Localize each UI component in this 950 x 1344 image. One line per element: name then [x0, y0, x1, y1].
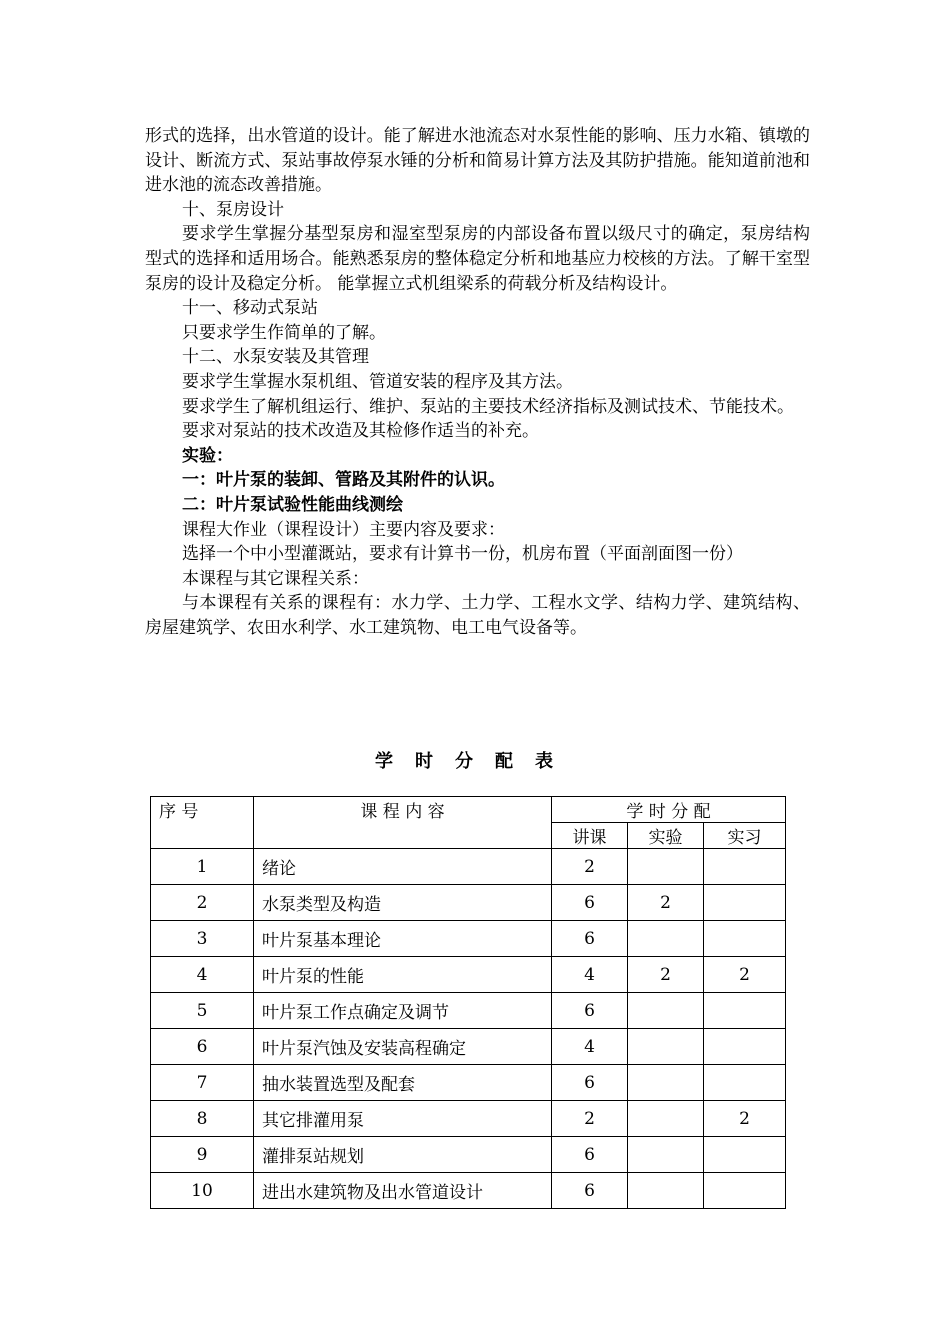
row-index: 6 — [151, 1029, 254, 1065]
row-index: 9 — [151, 1137, 254, 1173]
row-index: 4 — [151, 957, 254, 993]
row-practice-hours: 2 — [704, 957, 786, 993]
paragraph: 要求学生掌握分基型泵房和湿室型泵房的内部设备布置以级尺寸的确定，泵房结构型式的选择和适用场合。能熟悉泵房的整体稳定分析和地基应力校核的方法。了解干室型泵房的设计及稳定分析。 能掌握立式机组梁系的荷载分析及结构设计。 — [145, 224, 810, 294]
row-content: 抽水装置选型及配套 — [254, 1065, 552, 1101]
paragraph: 要求学生了解机组运行、维护、泵站的主要技术经济指标及测试技术、节能技术。 — [182, 396, 794, 417]
header-hours: 学 时 分 配 — [552, 797, 786, 823]
experiment-item: 一：叶片泵的装卸、管路及其附件的认识。 — [182, 470, 505, 491]
row-index: 2 — [151, 885, 254, 921]
table-row — [151, 849, 786, 885]
header-experiment: 实验 — [628, 823, 704, 849]
row-experiment-hours — [628, 1029, 704, 1065]
paragraph: 要求学生掌握水泵机组、管道安装的程序及其方法。 — [182, 371, 573, 392]
row-content: 进出水建筑物及出水管道设计 — [254, 1173, 552, 1209]
paragraph: 本课程与其它课程关系： — [182, 568, 369, 589]
section-heading: 十二、水泵安装及其管理 — [182, 347, 369, 368]
table-row — [151, 1065, 786, 1101]
table-row — [151, 885, 786, 921]
row-practice-hours — [704, 885, 786, 921]
paragraph: 与本课程有关系的课程有：水力学、土力学、工程水文学、结构力学、建筑结构、房屋建筑学、农田水利学、水工建筑物、电工电气设备等。 — [145, 593, 810, 638]
paragraph: 选择一个中小型灌溉站，要求有计算书一份，机房布置（平面剖面图一份） — [182, 544, 743, 565]
table-row — [151, 921, 786, 957]
table-row — [151, 957, 786, 993]
row-experiment-hours — [628, 1137, 704, 1173]
row-experiment-hours — [628, 1173, 704, 1209]
row-lecture-hours: 6 — [552, 885, 628, 921]
row-lecture-hours: 4 — [552, 957, 628, 993]
row-content: 其它排灌用泵 — [254, 1101, 552, 1137]
row-lecture-hours: 6 — [552, 1137, 628, 1173]
row-content: 绪论 — [254, 849, 552, 885]
row-index: 10 — [151, 1173, 254, 1209]
table-row — [151, 1029, 786, 1065]
paragraph: 形式的选择，出水管道的设计。能了解进水池流态对水泵性能的影响、压力水箱、镇墩的设计、断流方式、泵站事故停泵水锤的分析和简易计算方法及其防护措施。能知道前池和进水池的流态改善措施。 — [145, 126, 810, 196]
row-lecture-hours: 6 — [552, 993, 628, 1029]
row-lecture-hours: 2 — [552, 849, 628, 885]
header-practice: 实习 — [704, 823, 786, 849]
experiment-heading: 实验： — [182, 445, 233, 466]
row-content: 水泵类型及构造 — [254, 885, 552, 921]
row-content: 叶片泵工作点确定及调节 — [254, 993, 552, 1029]
row-practice-hours — [704, 1065, 786, 1101]
row-practice-hours — [704, 921, 786, 957]
row-practice-hours — [704, 849, 786, 885]
row-practice-hours — [704, 1029, 786, 1065]
row-index: 3 — [151, 921, 254, 957]
row-lecture-hours: 4 — [552, 1029, 628, 1065]
row-content: 叶片泵基本理论 — [254, 921, 552, 957]
table-header-row — [151, 797, 786, 823]
row-experiment-hours — [628, 1101, 704, 1137]
row-practice-hours — [704, 1173, 786, 1209]
table-row — [151, 1173, 786, 1209]
paragraph: 课程大作业（课程设计）主要内容及要求： — [182, 519, 505, 540]
row-lecture-hours: 2 — [552, 1101, 628, 1137]
row-index: 5 — [151, 993, 254, 1029]
row-experiment-hours — [628, 849, 704, 885]
row-practice-hours — [704, 1137, 786, 1173]
table-row — [151, 1101, 786, 1137]
row-experiment-hours — [628, 993, 704, 1029]
row-experiment-hours — [628, 921, 704, 957]
table-title: 学时分配表 — [375, 751, 575, 772]
section-heading: 十、泵房设计 — [182, 199, 284, 220]
row-experiment-hours — [628, 1065, 704, 1101]
row-experiment-hours: 2 — [628, 957, 704, 993]
paragraph: 只要求学生作简单的了解。 — [182, 322, 386, 343]
experiment-item: 二：叶片泵试验性能曲线测绘 — [182, 494, 403, 515]
row-index: 1 — [151, 849, 254, 885]
row-lecture-hours: 6 — [552, 1173, 628, 1209]
header-lecture: 讲课 — [552, 823, 628, 849]
row-lecture-hours: 6 — [552, 921, 628, 957]
row-content: 灌排泵站规划 — [254, 1137, 552, 1173]
row-practice-hours — [704, 993, 786, 1029]
row-index: 7 — [151, 1065, 254, 1101]
row-practice-hours: 2 — [704, 1101, 786, 1137]
row-lecture-hours: 6 — [552, 1065, 628, 1101]
header-index: 序 号 — [151, 797, 254, 849]
table-row — [151, 993, 786, 1029]
document-body — [145, 124, 810, 640]
paragraph: 要求对泵站的技术改造及其检修作适当的补充。 — [182, 421, 539, 442]
table-row — [151, 1137, 786, 1173]
header-content: 课 程 内 容 — [254, 797, 552, 849]
row-index: 8 — [151, 1101, 254, 1137]
section-heading: 十一、移动式泵站 — [182, 298, 318, 319]
hours-table — [150, 796, 786, 1209]
row-content: 叶片泵的性能 — [254, 957, 552, 993]
row-experiment-hours: 2 — [628, 885, 704, 921]
row-content: 叶片泵汽蚀及安装高程确定 — [254, 1029, 552, 1065]
